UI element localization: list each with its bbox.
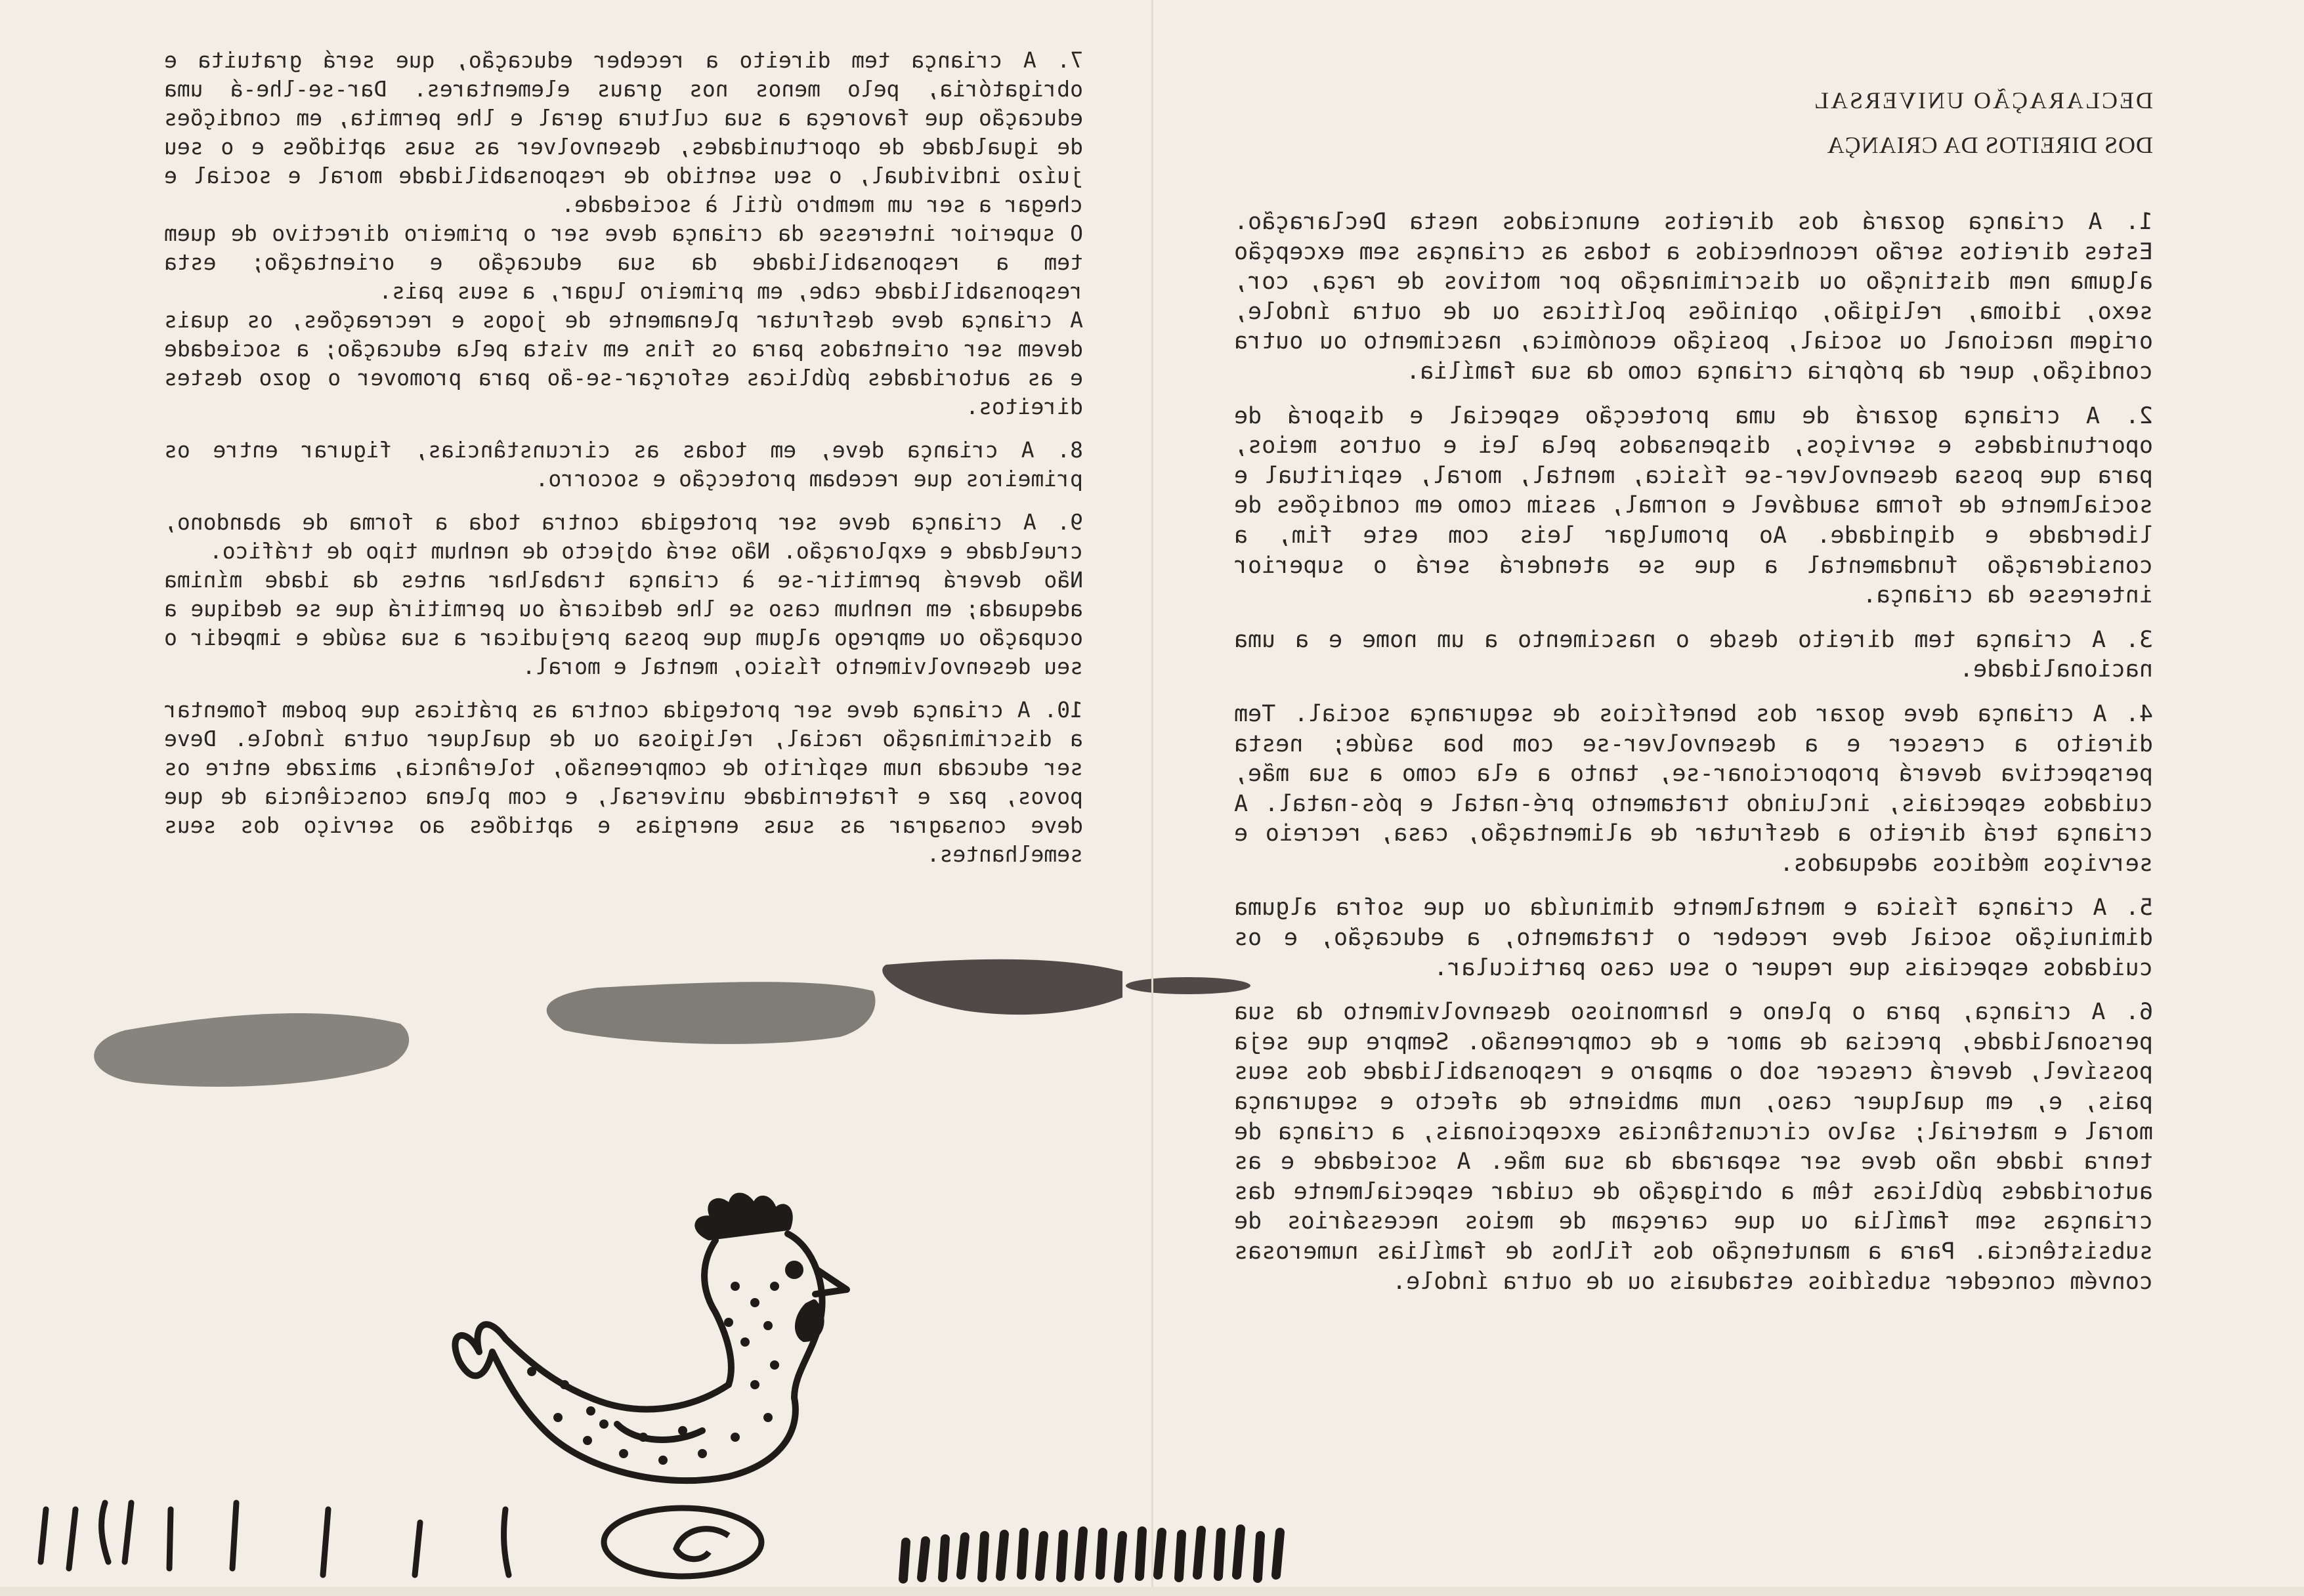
page-fold (1151, 0, 1153, 1596)
title-line-1: DECLARAÇÃO UNIVERSAL (1812, 87, 2153, 114)
rooster-body-top (505, 1339, 729, 1409)
smudge-1 (1126, 977, 1250, 994)
article-5: 5. A criança física e mentalmente diminuída ou que sofra alguma diminuição social deve receber o tratamento, a educação, e os cuidados especiais que requer o seu caso particular. (1234, 894, 2153, 981)
paper-bottom-edge (0, 1587, 2304, 1596)
article-9-para-2: Não deverá permitir-se à criança trabalhar antes da idade mínima adequada; em nenhum caso se lhe dedicará ou permitirá que se dedique a ocupação ou emprego algum que possa prejudicar a sua saúde e impedir o seu desenvolvimento físico, mental e moral. (164, 567, 1083, 679)
article-10: 10. A criança deve ser protegida contra as práticas que podem fomentar a discriminação racial, religiosa ou de qualquer outra índole. Deve ser educada num espírito de compreensão, tolerância, amizade entre os povos, paz e fraternidade universal, e com plena consciência de que deve consagrar as suas energias e aptidões ao serviço dos seus semelhantes. (164, 697, 1083, 867)
egg-swirl (676, 1529, 729, 1559)
article-6: 6. A criança, para o pleno e harmonioso desenvolvimento da sua personalidade, precisa de amor e de compreensão. Sempre que seja possível, deverá crescer sob o amparo e responsabilidade dos seus pais, e, em qualquer caso, num ambiente de afecto e segurança moral e material; salvo circunstâncias excepcionais, a criança de tenra idade não deve ser separada da sua mãe. A sociedade e as autoridades públicas têm a obrigação de cuidar especialmente das crianças sem família ou que careçam de meios necessários de subsistência. Para a manutenção dos filhos de famílias numerosas convém conceder subsídios estaduais ou de outra índole. (1234, 999, 2153, 1295)
smudge-4 (94, 1013, 409, 1087)
grass-strokes (903, 1529, 1280, 1579)
article-8: 8. A criança deve, em todas as circunstâncias, figurar entre os primeiros que recebam protecção e socorro. (164, 437, 1083, 492)
article-3: 3. A criança tem direito desde o nascimento a um nome e a uma nacionalidade. (1234, 626, 2153, 683)
smudge-marks (94, 959, 1250, 1087)
article-7: 7. A criança tem direito a receber educação, que será gratuita e obrigatória, pelo menos nos graus elementares. Dar-se-lhe-á uma educação que favoreça a sua cultura geral e lhe permita, em condições de igualdade de oportunidades, desenvolver as suas aptidões e o seu juízo individual, o seu sentido de responsabilidade moral e social e chegar a ser um membro útil à sociedade. (164, 47, 1083, 217)
rooster-wattle (798, 1303, 821, 1339)
rooster (455, 1196, 847, 1481)
rooster-comb (698, 1196, 789, 1238)
article-9: 9. A criança deve ser protegida contra toda a forma de abandono, crueldade e exploração. Não será objecto de nenhum tipo de tráfico. (164, 509, 1083, 564)
egg-nest (604, 1508, 761, 1576)
article-2: 2. A criança gozará de uma protecção especial e disporá de oportunidades e serviços, dispensados pela lei e outros meios, para que possa desenvolver-se física, mental, moral, espiritual e socialmente de forma saudável e normal, assim como em condições de liberdade e dignidade. Ao promulgar leis com este fim, a consideração fundamental a que se atenderá será o superior interesse da criança. (1234, 402, 2153, 609)
smudge-2 (882, 959, 1122, 1015)
loose-strokes (41, 1503, 509, 1575)
article-1: 1. A criança gozará dos direitos enunciados nesta Declaração. Estes direitos serão reconhecidos a todas as crianças sem excepção alguma nem distinção ou discriminação por motivos de raça, cor, sexo, idioma, religião, opiniões políticas ou de outra índole, origem nacional ou social, posição económica, nascimento ou outra condição, quer da própria criança como da sua família. (1234, 209, 2153, 385)
article-7-para-2: O superior interesse da criança deve ser o primeiro directivo de quem tem a responsabilidade da sua educação e orientação; esta responsabilidade cabe, em primeiro lugar, a seus pais. (164, 220, 1083, 304)
article-7-para-3: A criança deve desfrutar plenamente de jogos e recreações, os quais devem ser orientados para os fins em vista pela educação; a sociedade e as autoridades públicas esforçar-se-ão para promover o gozo destes direitos. (164, 307, 1083, 419)
rooster-eye (788, 1264, 800, 1276)
title-line-2: DOS DIREITOS DA CRIANÇA (1826, 132, 2153, 158)
smudge-3 (547, 982, 876, 1044)
article-4: 4. A criança deve gozar dos benefícios de segurança social. Tem direito a crescer e a desenvolver-se com boa saúde; nesta perspectiva deverá proporcionar-se, tanto a ela como a sua mãe, cuidados especiais, incluindo tratamento pré-natal e pós-natal. A criança terá direito a desfrutar de alimentação, casa, recreio e serviços médicos adequados. (1234, 700, 2153, 877)
rooster-wing (617, 1424, 702, 1440)
rooster-neck-back (704, 1240, 731, 1385)
